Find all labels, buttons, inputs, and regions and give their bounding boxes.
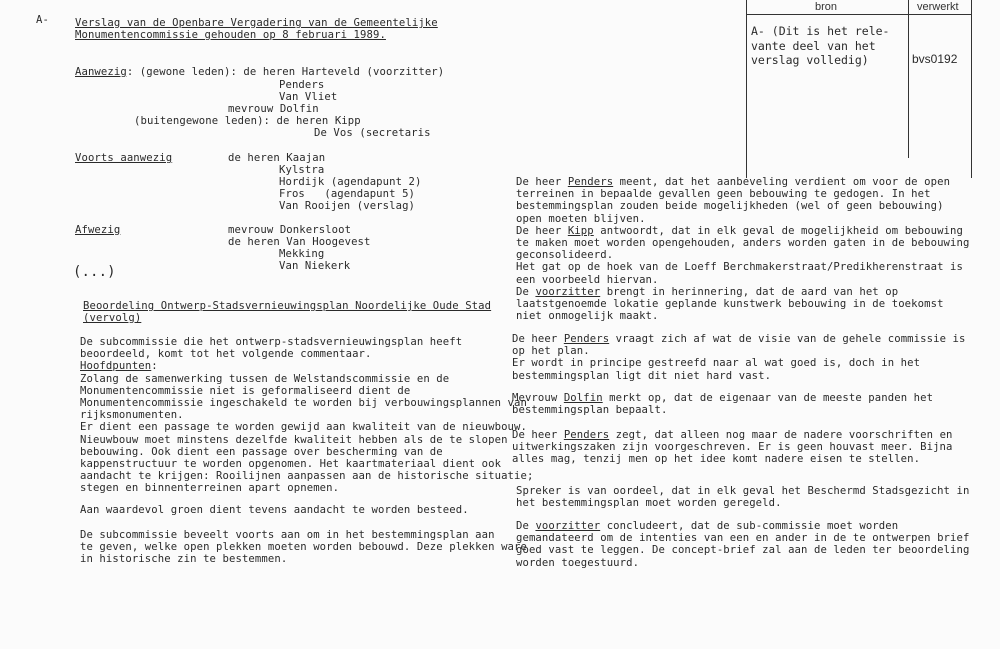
margin-mark: A- (36, 14, 49, 26)
document-title-line2: Monumentencommissie gehouden op 8 februari 1989. (75, 29, 386, 41)
absent-name: Mekking (279, 248, 325, 260)
absent-line2: de heren Van Hoogevest (228, 236, 371, 248)
paragraph: Spreker is van oordeel, dat in elk geval het Beschermd Stadsgezicht in het bestemmingsplan moet worden geregeld. (516, 485, 970, 510)
present-name: Van Vliet (279, 91, 338, 103)
processed-label: verwerkt (917, 1, 959, 13)
paragraph: De heer Penders zegt, dat alleen nog maar de nadere voorschriften en uitwerkingszaken zijn voorgeschreven. Er is geen houvast meer. Bijna alles mag, tenzij men op het idee komt nadere eisen te stellen. (512, 429, 953, 466)
paragraph: De heer Penders meent, dat het aanbeveling verdient om voor de open terreinen in bepaalde gevallen geen bebouwing te gedogen. In het bestemmingsplan zouden beide mogelijkheden (wel of geen bebouwing) open moeten blijven. De heer Kipp antwoordt, dat in elk geval de mogelijkheid om bebouwing te maken moet worden opengehouden, anders worden gaten in de bebouwing geconsolideerd. Het gat op de hoek van de Loeff Berchmakerstraat/Predikherenstraat is een voorbeeld hiervan. De voorzitter brengt in herinnering, dat de aard van het op laatstgenoemde lokatie geplande kunstwerk bebouwing in de toekomst niet onmogelijk maakt. (516, 176, 970, 323)
also-present-name: Kylstra (279, 164, 325, 176)
ellipsis: (...) (73, 264, 116, 280)
source-note: A- (Dit is het rele- vante deel van het verslag volledig) (751, 24, 890, 67)
present-name: Penders (279, 79, 325, 91)
source-label: bron (815, 1, 838, 13)
paragraph: Aan waardevol groen dient tevens aandacht te worden besteed. (80, 504, 469, 516)
absent-name: Van Niekerk (279, 260, 351, 272)
extra-members: (buitengewone leden): de heren Kipp (134, 115, 361, 127)
present-line: Aanwezig: (gewone leden): de heren Harteveld (voorzitter) (75, 66, 445, 78)
section-title: Beoordeling Ontwerp-Stadsvernieuwingsplan Noordelijke Oude Stad (83, 300, 492, 312)
also-present-name: Fros (agendapunt 5) (279, 188, 416, 200)
present-dolfin: mevrouw Dolfin (228, 103, 319, 115)
paragraph: De voorzitter concludeert, dat de sub-commissie moet worden gemandateerd om de intenties van een en ander in de te ontwerpen brief goed vast te leggen. De concept-brief zal aan de leden ter beoordeling worden toegestuurd. (516, 520, 970, 569)
paragraph: De subcommissie die het ontwerp-stadsvernieuwingsplan heeft beoordeeld, komt tot het volgende commentaar. Hoofdpunten: Zolang de samenwerking tussen de Welstandscommissie en de Monumentencommissie niet is geformaliseerd dient de Monumentencommissie ingeschakeld te worden bij verbouwingsplannen van rijksmonumenten. Er dient een passage te worden gewijd aan kwaliteit van de nieuwbouw. Nieuwbouw moet minstens dezelfde kwaliteit hebben als de te slopen bebouwing. Ook dient een passage over bescherming van de kappenstructuur te worden opgenomen. Het kaartmateriaal dient ook aandacht te krijgen: Rooilijnen aanpassen aan de historische situatie; stegen en binnenterreinen apart opnemen. (80, 336, 534, 495)
absent-label: Afwezig (75, 224, 121, 236)
paragraph: De subcommissie beveelt voorts aan om in het bestemmingsplan aan te geven, welke open plekken moeten worden bebouwd. Deze plekken ware in historische zin te bestemmen. (80, 529, 527, 566)
also-present-label: Voorts aanwezig (75, 152, 173, 164)
secretary: De Vos (secretaris (314, 127, 431, 139)
section-title-cont: (vervolg) (83, 312, 142, 324)
archive-code: bvs0192 (912, 52, 958, 66)
present-label: Aanwezig (75, 66, 127, 78)
also-present-first: de heren Kaajan (228, 152, 326, 164)
absent-line1: mevrouw Donkersloot (228, 224, 352, 236)
also-present-name: Van Rooijen (verslag) (279, 200, 416, 212)
paragraph: De heer Penders vraagt zich af wat de visie van de gehele commissie is op het plan. Er wordt in principe gestreefd naar al wat goed is, doch in het bestemmingsplan ligt dit niet hard vast. (512, 333, 966, 382)
also-present-name: Hordijk (agendapunt 2) (279, 176, 422, 188)
source-box (746, 0, 972, 178)
paragraph: Mevrouw Dolfin merkt op, dat de eigenaar van de meeste panden het bestemmingsplan bepaalt. (512, 392, 934, 417)
source-box-divider (908, 0, 909, 158)
document-title-line1: Verslag van de Openbare Vergadering van de Gemeentelijke (75, 17, 438, 29)
